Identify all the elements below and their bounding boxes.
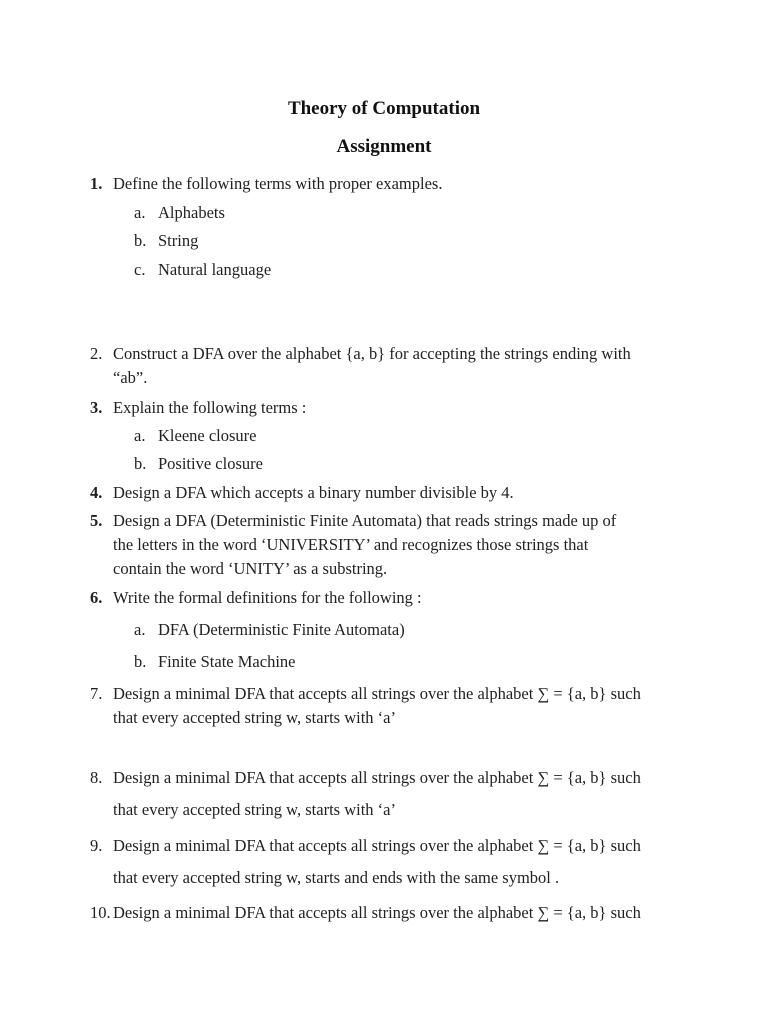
question-text: Design a minimal DFA that accepts all strings over the alphabet ∑ = {a, b} such — [113, 836, 641, 855]
question-number: 3. — [90, 398, 103, 417]
question-number: 2. — [90, 344, 103, 363]
subitem-text: Natural language — [158, 260, 272, 279]
subitem-text: Alphabets — [158, 203, 225, 222]
subitem-text: Kleene closure — [158, 426, 257, 445]
question-number: 8. — [90, 768, 103, 787]
document-title: Theory of Computation — [287, 98, 481, 119]
question-text: Design a DFA (Deterministic Finite Automata) that reads strings made up of — [113, 511, 617, 530]
question-text: Design a minimal DFA that accepts all strings over the alphabet ∑ = {a, b} such — [113, 768, 641, 787]
question-text: Design a minimal DFA that accepts all strings over the alphabet ∑ = {a, b} such — [113, 903, 641, 922]
subitem-letter: b. — [134, 231, 147, 250]
question-number: 9. — [90, 836, 103, 855]
document-subtitle: Assignment — [336, 136, 432, 157]
question-text: Define the following terms with proper examples. — [113, 174, 443, 193]
question-text: Design a DFA which accepts a binary number divisible by 4. — [113, 483, 514, 502]
question-number: 4. — [90, 483, 103, 502]
question-number: 6. — [90, 588, 103, 607]
question-number: 5. — [90, 511, 103, 530]
question-text-continuation: that every accepted string w, starts and ends with the same symbol . — [113, 868, 560, 887]
subitem-text: DFA (Deterministic Finite Automata) — [158, 620, 405, 639]
question-number: 7. — [90, 684, 103, 703]
subitem-letter: a. — [134, 426, 146, 445]
question-text: Write the formal definitions for the following : — [113, 588, 422, 607]
subitem-text: String — [158, 231, 199, 250]
question-number: 1. — [90, 174, 103, 193]
subitem-text: Finite State Machine — [158, 652, 296, 671]
subitem-letter: b. — [134, 454, 147, 473]
subitem-letter: b. — [134, 652, 147, 671]
question-text-continuation: the letters in the word ‘UNIVERSITY’ and recognizes those strings that — [113, 535, 589, 554]
subitem-text: Positive closure — [158, 454, 263, 473]
question-number: 10. — [90, 903, 111, 922]
question-text-continuation: that every accepted string w, starts with ‘a’ — [113, 708, 396, 727]
question-text-continuation: that every accepted string w, starts with ‘a’ — [113, 800, 396, 819]
subitem-letter: a. — [134, 203, 146, 222]
question-text-continuation: contain the word ‘UNITY’ as a substring. — [113, 559, 388, 578]
question-text: Design a minimal DFA that accepts all strings over the alphabet ∑ = {a, b} such — [113, 684, 641, 703]
subitem-letter: c. — [134, 260, 146, 279]
question-text: Explain the following terms : — [113, 398, 307, 417]
subitem-letter: a. — [134, 620, 146, 639]
question-text-continuation: “ab”. — [113, 368, 148, 387]
question-text: Construct a DFA over the alphabet {a, b} for accepting the strings ending with — [113, 344, 631, 363]
